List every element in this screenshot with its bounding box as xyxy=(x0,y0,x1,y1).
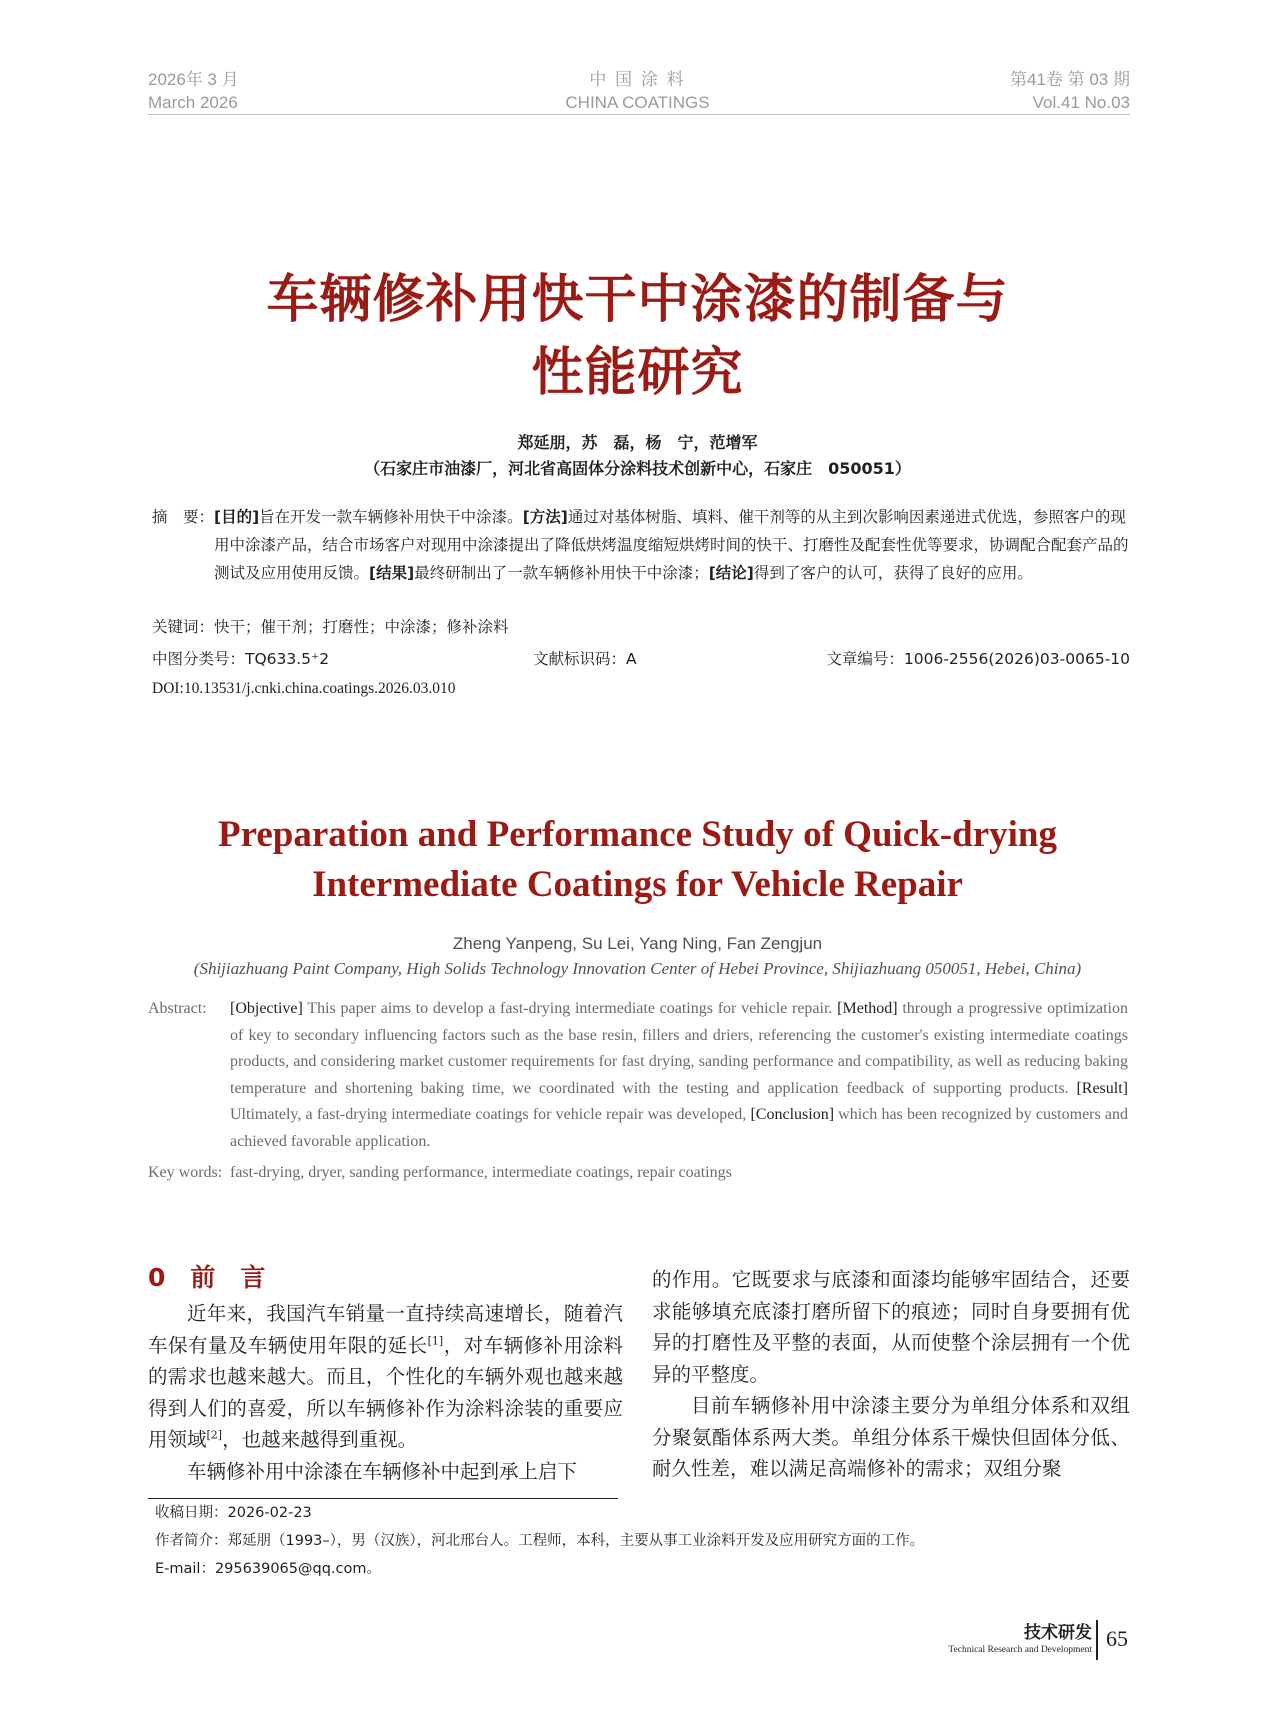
abstract-cn-conclusion: 得到了客户的认可，获得了良好的应用。 xyxy=(753,564,1033,582)
abstract-en-result: Ultimately, a fast-drying intermediate coatings for vehicle repair was developed, xyxy=(230,1106,751,1123)
doi: DOI:10.13531/j.cnki.china.coatings.2026.03.010 xyxy=(152,680,456,697)
classification-clc: 中图分类号：TQ633.5⁺2 xyxy=(152,650,330,668)
abstract-en-tag-method: [Method] xyxy=(837,1000,898,1017)
abstract-cn-objective: 旨在开发一款车辆修补用快干中涂漆。 xyxy=(259,508,523,526)
footer-section-en: Technical Research and Development xyxy=(948,1645,1092,1655)
footnotes xyxy=(155,1499,1130,1583)
title-en-line1: Preparation and Performance Study of Quick-drying xyxy=(218,814,1057,855)
abstract-en-conclusion: which has been recognized by customers and achieved favorable application. xyxy=(230,1106,1128,1150)
body-paragraph-1 xyxy=(148,1298,623,1456)
abstract-cn-result: 最终研制出了一款车辆修补用快干中涂漆； xyxy=(414,564,709,582)
footnote-received: 收稿日期：2026-02-23 xyxy=(155,1505,312,1521)
affiliation-cn: （石家庄市油漆厂，河北省高固体分涂料技术创新中心，石家庄 050051） xyxy=(364,459,911,478)
body-paragraph-2: 车辆修补用中涂漆在车辆修补中起到承上启下 xyxy=(187,1459,578,1483)
body-column-left xyxy=(148,1298,623,1487)
body-p1-part-c: ，也越来越得到重视。 xyxy=(222,1428,418,1451)
header-journal-en: CHINA COATINGS xyxy=(565,93,710,112)
keywords-cn-label: 关键词： xyxy=(152,618,215,636)
keywords-cn-text: 快干；催干剂；打磨性；中涂漆；修补涂料 xyxy=(214,618,509,636)
title-en-line2: Intermediate Coatings for Vehicle Repair xyxy=(312,864,963,905)
abstract-en-label: Abstract: xyxy=(148,1000,207,1017)
abstract-en-tag-result: [Result] xyxy=(1076,1079,1128,1097)
section-heading: 0 前 言 xyxy=(148,1263,266,1292)
title-cn-line2: 性能研究 xyxy=(531,343,744,403)
header-date-en: March 2026 xyxy=(148,93,238,112)
abstract-cn-tag-objective: [目的] xyxy=(214,508,260,526)
abstract-en-tag-conclusion: [Conclusion] xyxy=(750,1106,835,1123)
authors-en: Zheng Yanpeng, Su Lei, Yang Ning, Fan Zengjun xyxy=(452,934,823,953)
citation-2[interactable]: [2] xyxy=(206,1428,223,1442)
abstract-en-objective: This paper aims to develop a fast-drying intermediate coatings for vehicle repair. xyxy=(302,1000,838,1017)
title-cn-line1: 车辆修补用快干中涂漆的制备与 xyxy=(266,270,1009,330)
header-issue-cn: 第41卷 第 03 期 xyxy=(1010,70,1130,89)
header-journal-cn: 中 国 涂 料 xyxy=(589,70,686,89)
header-issue-en: Vol.41 No.03 xyxy=(1032,93,1130,112)
classification-doc-code: 文献标识码：A xyxy=(533,650,637,668)
keywords-en-label: Key words: xyxy=(148,1164,223,1181)
abstract-en xyxy=(230,996,1128,1155)
abstract-en-method: through a progressive optimization of key to secondary influencing factors such as the base resin, fillers and driers, referencing the customer's existing intermediate coatings products, and considering market customer requirements for fast drying, sanding performance and compatibility, as well as reducing baking temperature and shortening baking time, we coordinated with the testing and application feedback of supporting products. xyxy=(230,1000,1129,1097)
page-number: 65 xyxy=(1106,1626,1128,1651)
authors-cn: 郑延朋，苏 磊，杨 宁，范增军 xyxy=(517,433,758,452)
keywords-en-text: fast-drying, dryer, sanding performance, intermediate coatings, repair coatings xyxy=(230,1164,732,1181)
abstract-cn-label: 摘 要： xyxy=(152,508,215,526)
body-p1-part-a: 近年来，我国汽车销量一直持续高速增长，随着汽车保有量及车辆使用年限的延长 xyxy=(148,1302,623,1357)
abstract-cn-tag-conclusion: [结论] xyxy=(708,564,754,582)
abstract-cn-method: 通过对基体树脂、填料、催干剂等的从主到次影响因素递进式优选，参照客户的现用中涂漆产品，结合市场客户对现用中涂漆提出了降低烘烤温度缩短烘烤时间的快干、打磨性及配套性优等要求，协调配合配套产品的测试及应用使用反馈。 xyxy=(214,508,1129,582)
body-column-right xyxy=(652,1264,1130,1485)
body-paragraph-3: 的作用。它既要求与底漆和面漆均能够牢固结合，还要求能够填充底漆打磨所留下的痕迹；同时自身要拥有优异的打磨性及平整的表面，从而使整个涂层拥有一个优异的平整度。 xyxy=(652,1268,1130,1386)
keywords-cn xyxy=(152,616,1130,638)
footer-divider xyxy=(1096,1620,1098,1660)
abstract-cn-tag-method: [方法] xyxy=(522,508,568,526)
body-paragraph-4: 目前车辆修补用中涂漆主要分为单组分体系和双组分聚氨酯体系两大类。单组分体系干燥快但固体分低、耐久性差，难以满足高端修补的需求；双组分聚 xyxy=(652,1394,1130,1480)
abstract-en-tag-objective: [Objective] xyxy=(230,1000,303,1017)
footnote-author-bio: 作者简介：郑延朋（1993–），男（汉族），河北邢台人。工程师，本科，主要从事工业涂料开发及应用研究方面的工作。 xyxy=(155,1533,925,1549)
title-en xyxy=(0,810,1275,910)
title-cn xyxy=(0,267,1275,406)
header-date-cn: 2026年 3 月 xyxy=(148,70,239,89)
body-p1-part-b: ，对车辆修补用涂料的需求也越来越大。而且，个性化的车辆外观也越来越得到人们的喜爱，所以车辆修补作为涂料涂装的重要应用领域 xyxy=(148,1333,623,1451)
header-rule xyxy=(148,114,1130,115)
classification-article-no: 文章编号：1006-2556(2026)03-0065-10 xyxy=(826,650,1130,668)
footer-section-cn: 技术研发 xyxy=(1024,1623,1092,1643)
citation-1[interactable]: [1] xyxy=(427,1334,444,1347)
abstract-cn-tag-result: [结果] xyxy=(369,564,415,582)
abstract-cn xyxy=(214,503,1130,587)
affiliation-en: (Shijiazhuang Paint Company, High Solids Technology Innovation Center of Hebei Province, Shijiazhuang 050051, Hebei, China) xyxy=(193,959,1082,978)
footnote-email: E-mail：295639065@qq.com。 xyxy=(155,1561,381,1577)
header-issue xyxy=(1010,68,1130,114)
